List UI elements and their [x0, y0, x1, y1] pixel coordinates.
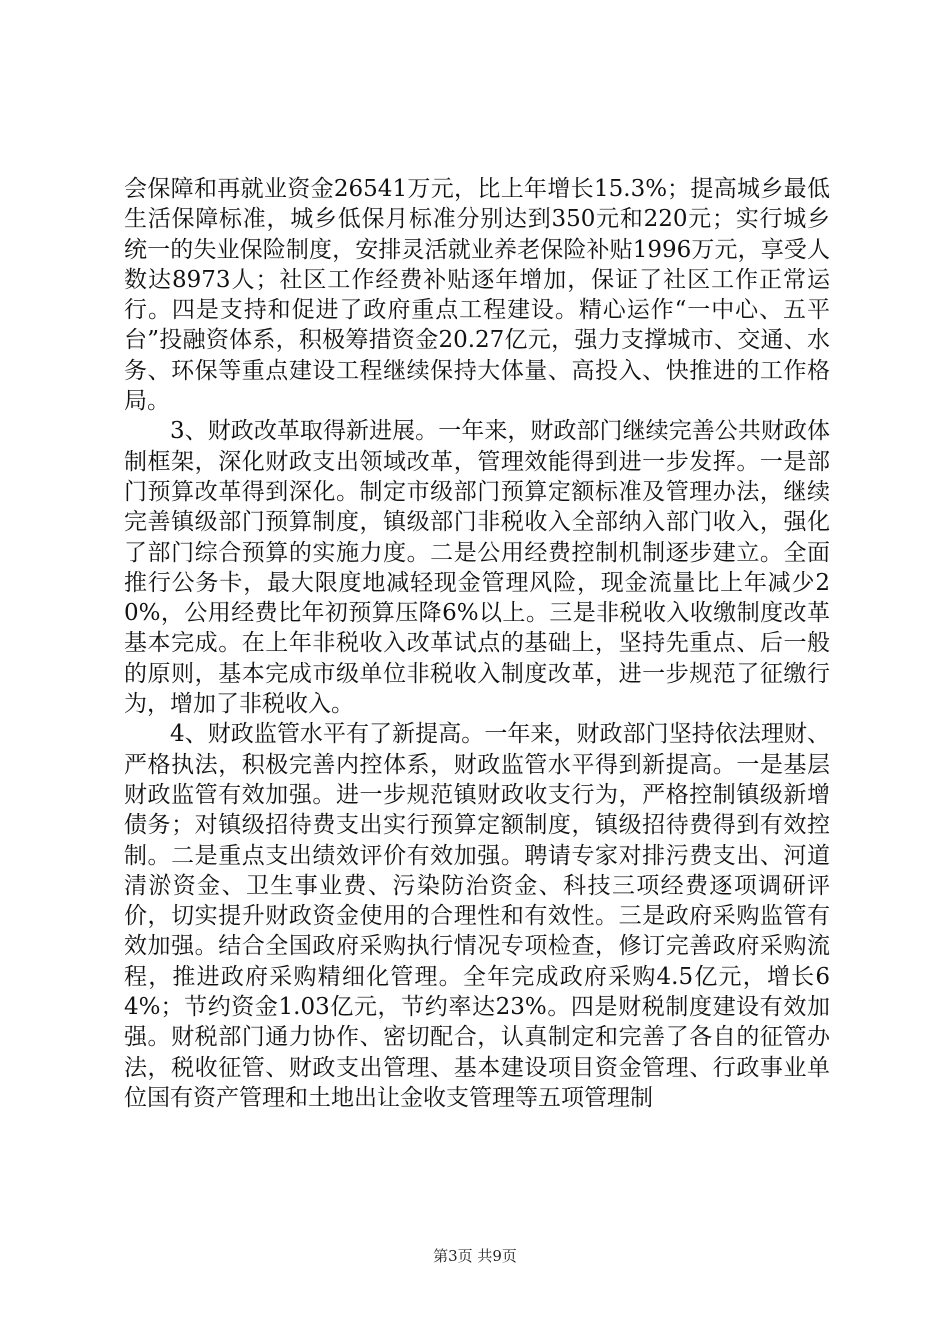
paragraph-3: 4、财政监管水平有了新提高。一年来，财政部门坚持依法理财、严格执法，积极完善内控体系，财政监管水平得到新提高。一是基层财政监管有效加强。进一步规范镇财政收支行为，严格控制镇级新增债务；对镇级招待费支出实行预算定额制度，镇级招待费得到有效控制。二是重点支出绩效评价有效加强。聘请专家对排污费支出、河道清淤资金、卫生事业费、污染防治资金、科技三项经费逐项调研评价，切实提升财政资金使用的合理性和有效性。三是政府采购监管有效加强。结合全国政府采购执行情况专项检查，修订完善政府采购流程，推进政府采购精细化管理。全年完成政府采购4.5亿元，增长64%；节约资金1.03亿元，节约率达23%。四是财税制度建设有效加强。财税部门通力协作、密切配合，认真制定和完善了各自的征管办法，税收征管、财政支出管理、基本建设项目资金管理、行政事业单位国有资产管理和土地出让金收支管理等五项管理制: [124, 721, 830, 1111]
paragraph-2: 3、财政改革取得新进展。一年来，财政部门继续完善公共财政体制框架，深化财政支出领域改革，管理效能得到进一步发挥。一是部门预算改革得到深化。制定市级部门预算定额标准及管理办法，继续完善镇级部门预算制度，镇级部门非税收入全部纳入部门收入，强化了部门综合预算的实施力度。二是公用经费控制机制逐步建立。全面推行公务卡，最大限度地减轻现金管理风险，现金流量比上年减少20%，公用经费比年初预算压降6%以上。三是非税收入收缴制度改革基本完成。在上年非税收入改革试点的基础上，坚持先重点、后一般的原则，基本完成市级单位非税收入制度改革，进一步规范了征缴行为，增加了非税收入。: [124, 418, 830, 718]
document-body: [124, 174, 830, 1113]
paragraph-1: 会保障和再就业资金26541万元，比上年增长15.3%；提高城乡最低生活保障标准，城乡低保月标准分别达到350元和220元；实行城乡统一的失业保险制度，安排灵活就业养老保险补贴1996万元，享受人数达8973人；社区工作经费补贴逐年增加，保证了社区工作正常运行。四是支持和促进了政府重点工程建设。精心运作“一中心、五平台”投融资体系，积极筹措资金20.27亿元，强力支撑城市、交通、水务、环保等重点建设工程继续保持大体量、高投入、快推进的工作格局。: [124, 176, 830, 415]
page-footer: [0, 1246, 950, 1266]
page-number-label: 第3页 共9页: [433, 1247, 517, 1265]
